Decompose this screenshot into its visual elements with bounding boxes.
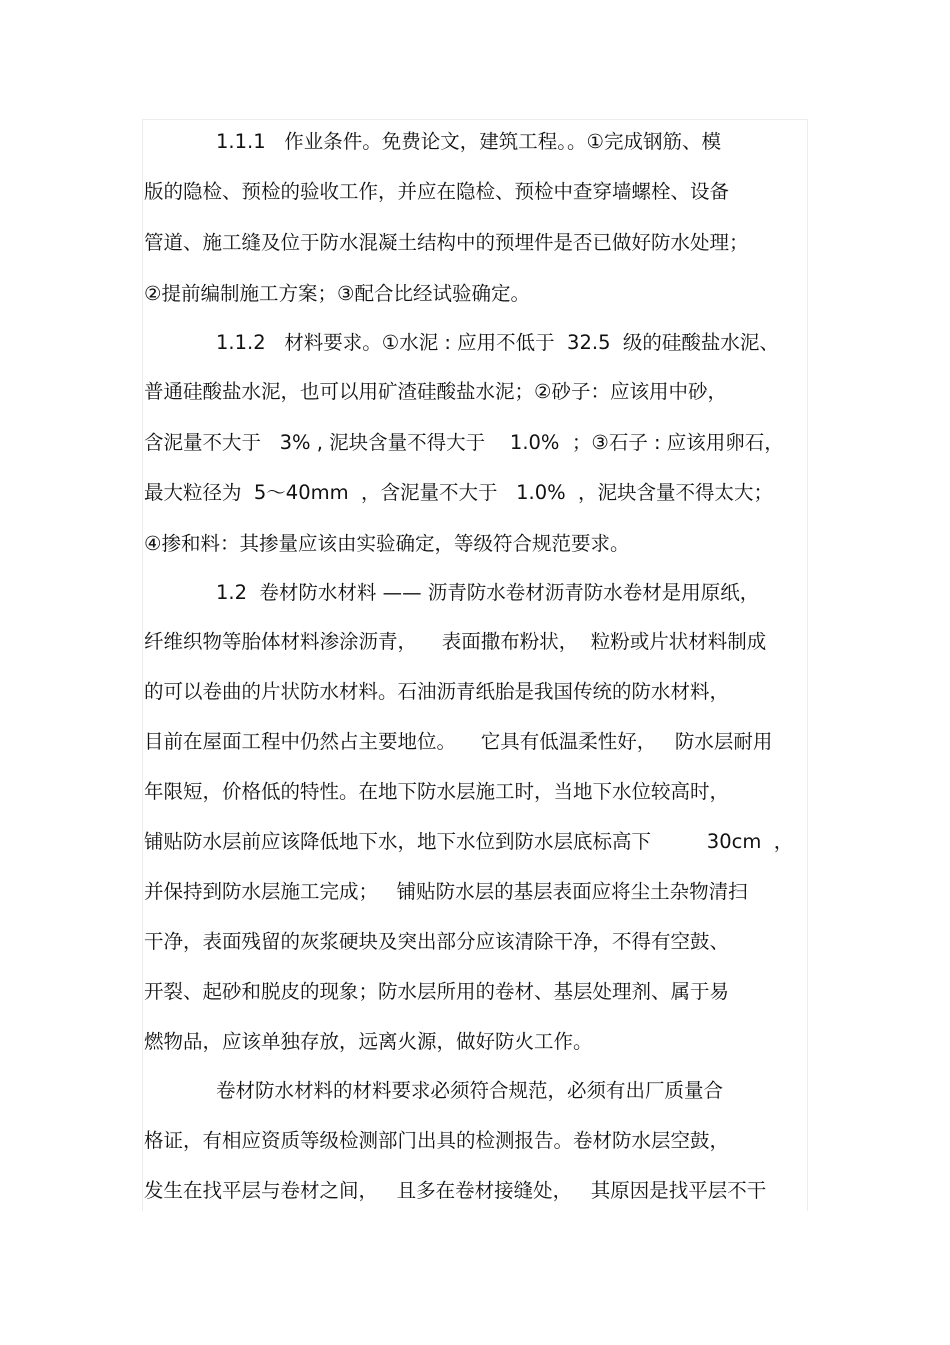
paragraph-line: 最大粒径为 5～40mm ，含泥量不大于 1.0% ，泥块含量不得太大； [144,481,774,504]
paragraph-line: 并保持到防水层施工完成； 铺贴防水层的基层表面应将尘土杂物清扫 [144,880,748,903]
paragraph-line: ②提前编制施工方案；③配合比经试验确定。 [144,282,530,305]
paragraph-line: 年限短，价格低的特性。在地下防水层施工时，当地下水位较高时， [144,780,730,803]
paragraph-line: 管道、施工缝及位于防水混凝土结构中的预埋件是否已做好防水处理； [144,231,749,254]
paragraph-line: 的可以卷曲的片状防水材料。石油沥青纸胎是我国传统的防水材料， [144,680,730,703]
paragraph-line: 版的隐检、预检的验收工作，并应在隐检、预检中查穿墙螺栓、设备 [144,180,730,203]
paragraph-line: 含泥量不大于 3% , 泥块含量不得大于 1.0% ；③石子 : 应该用卵石， [144,431,784,454]
paragraph-line: 卷材防水材料的材料要求必须符合规范，必须有出厂质量合 [216,1079,724,1102]
paragraph-line: 纤维织物等胎体材料渗涂沥青， 表面撒布粉状， 粒粉或片状材料制成 [144,630,767,653]
paragraph-line: 铺贴防水层前应该降低地下水，地下水位到防水层底标高下 30cm ， [144,830,794,853]
paragraph-line: 燃物品，应该单独存放，远离火源，做好防火工作。 [144,1030,593,1053]
paragraph-line: 普通硅酸盐水泥，也可以用矿渣硅酸盐水泥；②砂子：应该用中砂， [144,380,727,403]
paragraph-line: 目前在屋面工程中仍然占主要地位。 它具有低温柔性好， 防水层耐用 [144,730,773,753]
paragraph-line: 1.1.1 作业条件。免费论文，建筑工程。。①完成钢筋、模 [216,130,721,153]
paragraph-line: 发生在找平层与卷材之间， 且多在卷材接缝处， 其原因是找平层不干 [144,1179,767,1202]
paragraph-line: 开裂、起砂和脱皮的现象；防水层所用的卷材、基层处理剂、属于易 [144,980,730,1003]
paragraph-line: ④掺和料：其掺量应该由实验确定，等级符合规范要求。 [144,532,630,555]
paragraph-line: 格证，有相应资质等级检测部门出具的检测报告。卷材防水层空鼓， [144,1129,730,1152]
paragraph-line: 1.2 卷材防水材料 —— 沥青防水卷材沥青防水卷材是用原纸， [216,581,760,604]
paragraph-line: 1.1.2 材料要求。①水泥 : 应用不低于 32.5 级的硅酸盐水泥、 [216,331,779,354]
paragraph-line: 干净，表面残留的灰浆硬块及突出部分应该清除干净，不得有空鼓、 [144,930,730,953]
